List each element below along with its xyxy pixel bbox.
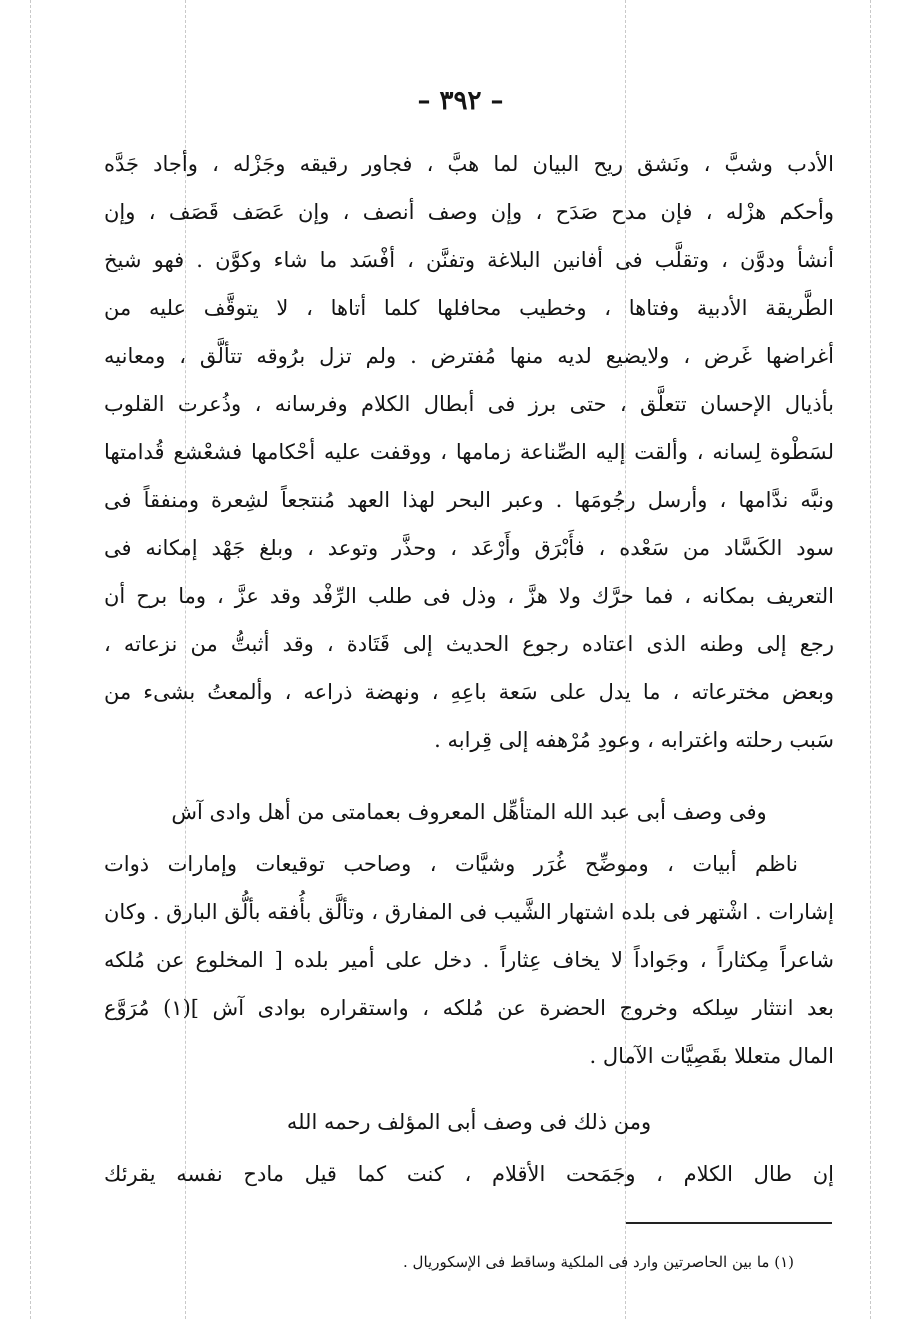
footnote: (١) ما بين الحاصرتين وارد فى الملكية وساقط فى الإسكوريال . [403,1253,794,1271]
paragraph-1 [104,140,834,764]
text-line: لسَطْوة لِسانه ، وألقت إليه الصِّناعة زمامها ، ووقفت عليه أحْكامها فشعْشع قُدامتها [104,440,834,464]
paragraph-2 [104,840,834,1080]
text-line: إن طال الكلام ، وجَمَحت الأقلام ، كنت كما قيل مادح نفسه يقرئك [104,1162,834,1186]
section-heading: وفى وصف أبى عبد الله المتأهِّل المعروف بعمامتى من أهل وادى آش [171,800,767,824]
text-line: رجع إلى وطنه الذى اعتاده رجوع الحديث إلى قَتَادة ، وقد أثبتُّ من نزعاته ، [104,632,834,656]
section-heading: ومن ذلك فى وصف أبى المؤلف رحمه الله [286,1110,652,1134]
footnote-divider [626,1222,832,1224]
text-line: أنشأ ودوَّن ، وتقلَّب فى أفانين البلاغة وتفنَّن ، أفْسَد ما شاء وكوَّن . فهو شيخ [104,248,834,272]
text-line: التعريف بمكانه ، فما حرَّك ولا هزَّ ، وذل فى طلب الرِّفْد وقد عزَّ ، وما برح أن [104,584,834,608]
text-line: أغراضها غَرض ، ولايضيع لديه منها مُفترض . ولم تزل برُوقه تتألَّق ، ومعانيه [104,344,834,368]
scan-artifact-line [30,0,31,1319]
text-line: الطَّريقة الأدبية وفتاها ، وخطيب محافلها كلما أتاها ، لا يتوقَّف عليه من [104,296,834,320]
scan-artifact-line [870,0,871,1319]
text-line: ونبَّه ندَّامها ، وأرسل رجُومَها . وعبر البحر لهذا العهد مُنتجعاً لشِعرة ومنفقاً فى [104,488,834,512]
text-line: وبعض مخترعاته ، ما يدل على سَعة باعِهِ ، ونهضة ذراعه ، وألمعتُ بشىء من [104,680,834,704]
page-number: – ٣٩٢ – [417,86,504,116]
text-line: بعد انتثار سِلكه وخروج الحضرة عن مُلكه ، واستقراره بوادى آش ](١) مُرَوَّع [104,996,834,1020]
text-line: بأذيال الإحسان تتعلَّق ، حتى برز فى أبطال الكلام وفرسانه ، وذُعرت القلوب [104,392,834,416]
text-line: وأحكم هزْله ، فإن مدح صَدَح ، وإن وصف أنصف ، وإن عَصَف قَصَف ، وإن [104,200,834,224]
text-line: إشارات . اشْتهر فى بلده اشتهار الشَّيب فى المفارق ، وتألَّق بأُفقه بألُّق البارق . وكان [104,900,834,924]
text-line: ناظم أبيات ، وموضِّح غُرَر وشيَّات ، وصاحب توقيعات وإمارات ذوات [104,852,798,876]
text-line: شاعراً مِكثاراً ، وجَواداً لا يخاف عِثاراً . دخل على أمير بلده [ المخلوع عن مُلكه [104,948,834,972]
text-line: المال متعللا بقَصِيَّات الآمال . [589,1044,834,1068]
text-line: سود الكَسَّاد من سَعْده ، فأَبْرَق وأَرْعَد ، وحذَّر وتوعد ، وبلغ جَهْد إمكانه فى [104,536,834,560]
text-line: سَبب رحلته واغترابه ، وعودِ مُرْهفه إلى قِرابه . [434,728,834,752]
paragraph-3 [104,1150,834,1198]
text-line: الأدب وشبَّ ، ونَشق ريح البيان لما هبَّ ، فجاور رقيقه وجَزْله ، وأجاد جَدَّه [104,152,834,176]
